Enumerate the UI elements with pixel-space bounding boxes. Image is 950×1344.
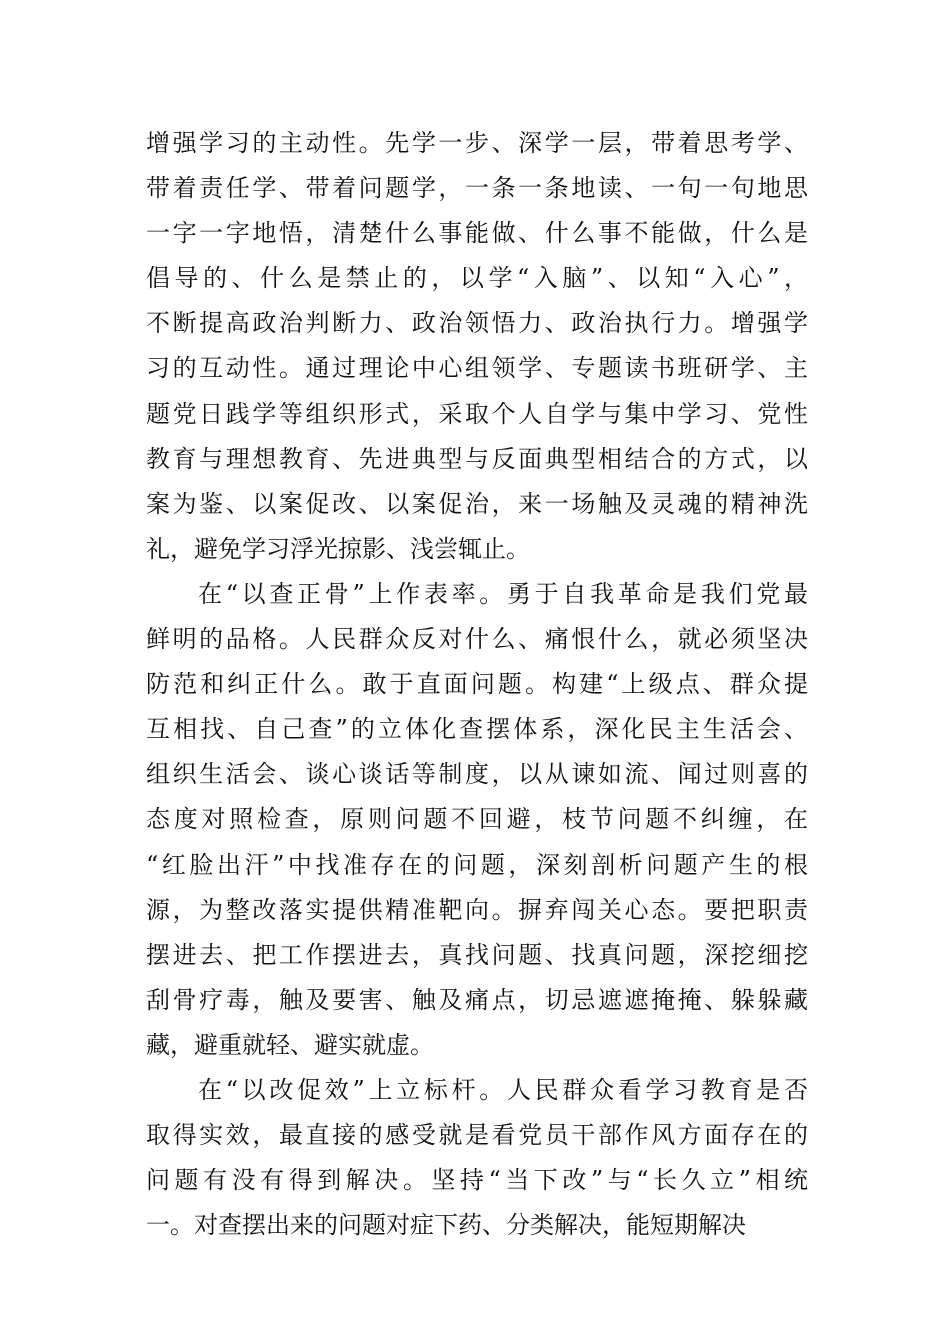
text-line: 摆进去、把工作摆进去，真找问题、找真问题，深挖细挖 (146, 940, 808, 969)
text-line: 不断提高政治判断力、政治领悟力、政治执行力。增强学 (146, 309, 808, 338)
text-line: 题党日践学等组织形式，采取个人自学与集中学习、党性 (146, 399, 808, 428)
text-line: 鲜明的品格。人民群众反对什么、痛恨什么，就必须坚决 (146, 625, 808, 654)
text-line: 取得实效，最直接的感受就是看党员干部作风方面存在的 (146, 1121, 808, 1150)
body-text (146, 121, 808, 1248)
text-line: 组织生活会、谈心谈话等制度，以从谏如流、闻过则喜的 (146, 760, 808, 789)
text-line: 态度对照检查，原则问题不回避，枝节问题不纠缠，在 (146, 805, 808, 834)
text-line: 增强学习的主动性。先学一步、深学一层，带着思考学、 (146, 129, 808, 157)
text-line: 一字一字地悟，清楚什么事能做、什么事不能做，什么是 (146, 219, 808, 248)
text-line: 防范和纠正什么。敢于直面问题。构建“上级点、群众提 (146, 670, 808, 699)
text-line: 案为鉴、以案促改、以案促治，来一场触及灵魂的精神洗 (146, 489, 808, 518)
text-line: 带着责任学、带着问题学，一条一条地读、一句一句地思 (146, 174, 808, 203)
text-line: 刮骨疗毒，触及要害、触及痛点，切忌遮遮掩掩、躲躲藏 (146, 985, 808, 1014)
text-line: 藏，避重就轻、避实就虚。 (146, 1030, 434, 1059)
text-line: 礼，避免学习浮光掠影、浅尝辄止。 (146, 534, 530, 563)
text-line: 源，为整改落实提供精准靶向。摒弃闯关心态。要把职责 (146, 895, 808, 924)
text-line: “红脸出汗”中找准存在的问题，深刻剖析问题产生的根 (146, 850, 808, 879)
text-line: 习的互动性。通过理论中心组领学、专题读书班研学、主 (146, 354, 808, 383)
paragraph-first-line: 在“以查正骨”上作表率。勇于自我革命是我们党最 (198, 579, 808, 608)
text-line: 问题有没有得到解决。坚持“当下改”与“长久立”相统 (146, 1166, 808, 1195)
paragraph-first-line: 在“以改促效”上立标杆。人民群众看学习教育是否 (198, 1075, 808, 1104)
text-line: 互相找、自己查”的立体化查摆体系，深化民主生活会、 (146, 715, 808, 744)
text-line: 一。对查摆出来的问题对症下药、分类解决，能短期解决 (146, 1211, 746, 1240)
text-line: 教育与理想教育、先进典型与反面典型相结合的方式，以 (146, 444, 808, 473)
text-line: 倡导的、什么是禁止的，以学“入脑”、以知“入心”， (146, 264, 808, 293)
